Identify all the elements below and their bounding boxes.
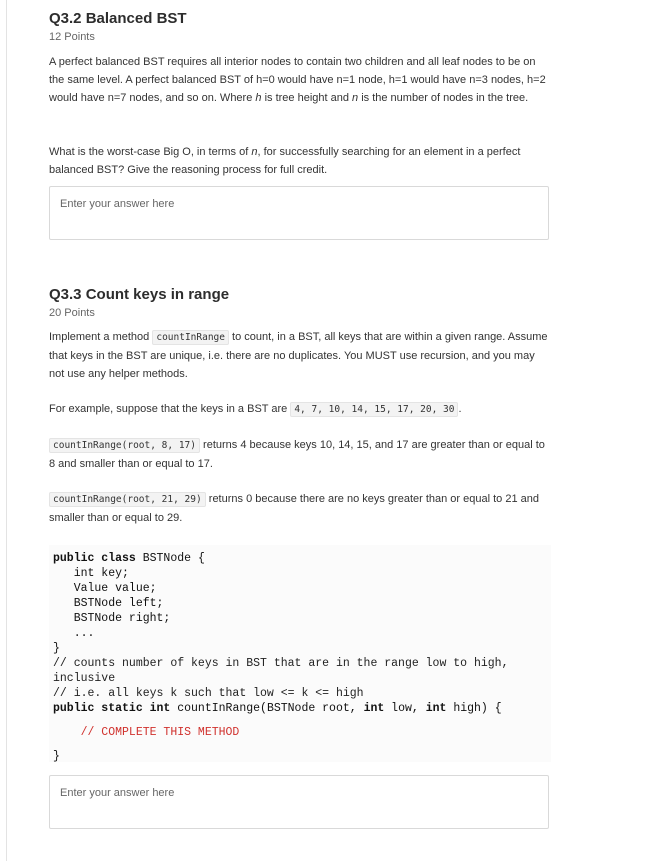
answer-field-q3-2[interactable] xyxy=(49,186,551,240)
code-snippet xyxy=(49,545,551,762)
code-line: ... xyxy=(53,627,95,640)
code-line: public static int countInRange(BSTNode root, int low, int high) { xyxy=(53,702,502,715)
code-line: public class BSTNode { xyxy=(53,552,205,565)
code-line: // i.e. all keys k such that low <= k <= high xyxy=(53,687,364,700)
page-gutter xyxy=(593,0,664,861)
code-line: } xyxy=(53,642,60,655)
question-prompt: What is the worst-case Big O, in terms of n, for successfully searching for an element in a perfect balanced BST? Give the reasoning process for full credit. xyxy=(49,146,521,177)
answer-field-q3-3[interactable] xyxy=(49,775,551,829)
code-line: Value value; xyxy=(53,582,157,595)
code-line: int key; xyxy=(53,567,129,580)
question-points: 12 Points xyxy=(49,31,95,43)
inline-code: countInRange(root, 8, 17) xyxy=(49,438,200,453)
question-page xyxy=(6,0,594,861)
code-line: BSTNode left; xyxy=(53,597,164,610)
question-points: 20 Points xyxy=(49,307,95,319)
question-title: Q3.3 Count keys in range xyxy=(49,286,230,303)
code-line: BSTNode right; xyxy=(53,612,171,625)
inline-code: countInRange(root, 21, 29) xyxy=(49,492,206,507)
code-line: inclusive xyxy=(53,672,116,685)
code-line: // counts number of keys in BST that are in the range low to high, xyxy=(53,657,509,670)
code-line: // COMPLETE THIS METHOD xyxy=(53,726,240,739)
example-text: For example, suppose that the keys in a BST are 4, 7, 10, 14, 15, 17, 20, 30 . xyxy=(49,403,462,415)
inline-code: 4, 7, 10, 14, 15, 17, 20, 30 xyxy=(290,402,458,417)
code-line: } xyxy=(53,750,60,763)
inline-code: countInRange xyxy=(152,330,229,345)
answer-textarea[interactable]: Enter your answer here xyxy=(49,186,549,240)
question-q3-3 xyxy=(49,286,551,320)
question-text: Implement a method countInRange to count, in a BST, all keys that are within a given range. Assume that keys in the BST are unique, i.e. there are no duplicates. You MUST use recursion, and you may not use any helper methods. xyxy=(49,331,548,381)
answer-textarea[interactable]: Enter your answer here xyxy=(49,775,549,829)
question-text: A perfect balanced BST requires all interior nodes to contain two children and all leaf nodes to be on the same level. A perfect balanced BST of h=0 would have n=1 node, h=1 would have n=3 nodes, h=2 would have n=7 nodes, and so on. Where h is tree height and n is the number of nodes in the tree. xyxy=(49,56,546,105)
question-title: Q3.2 Balanced BST xyxy=(49,10,187,27)
question-q3-2 xyxy=(49,10,551,44)
example-1: countInRange(root, 8, 17) returns 4 because keys 10, 14, 15, and 17 are greater than or equal to 8 and smaller than or equal to 17. xyxy=(49,439,545,471)
example-2: countInRange(root, 21, 29) returns 0 because there are no keys greater than or equal to 21 and smaller than or equal to 29. xyxy=(49,493,539,525)
